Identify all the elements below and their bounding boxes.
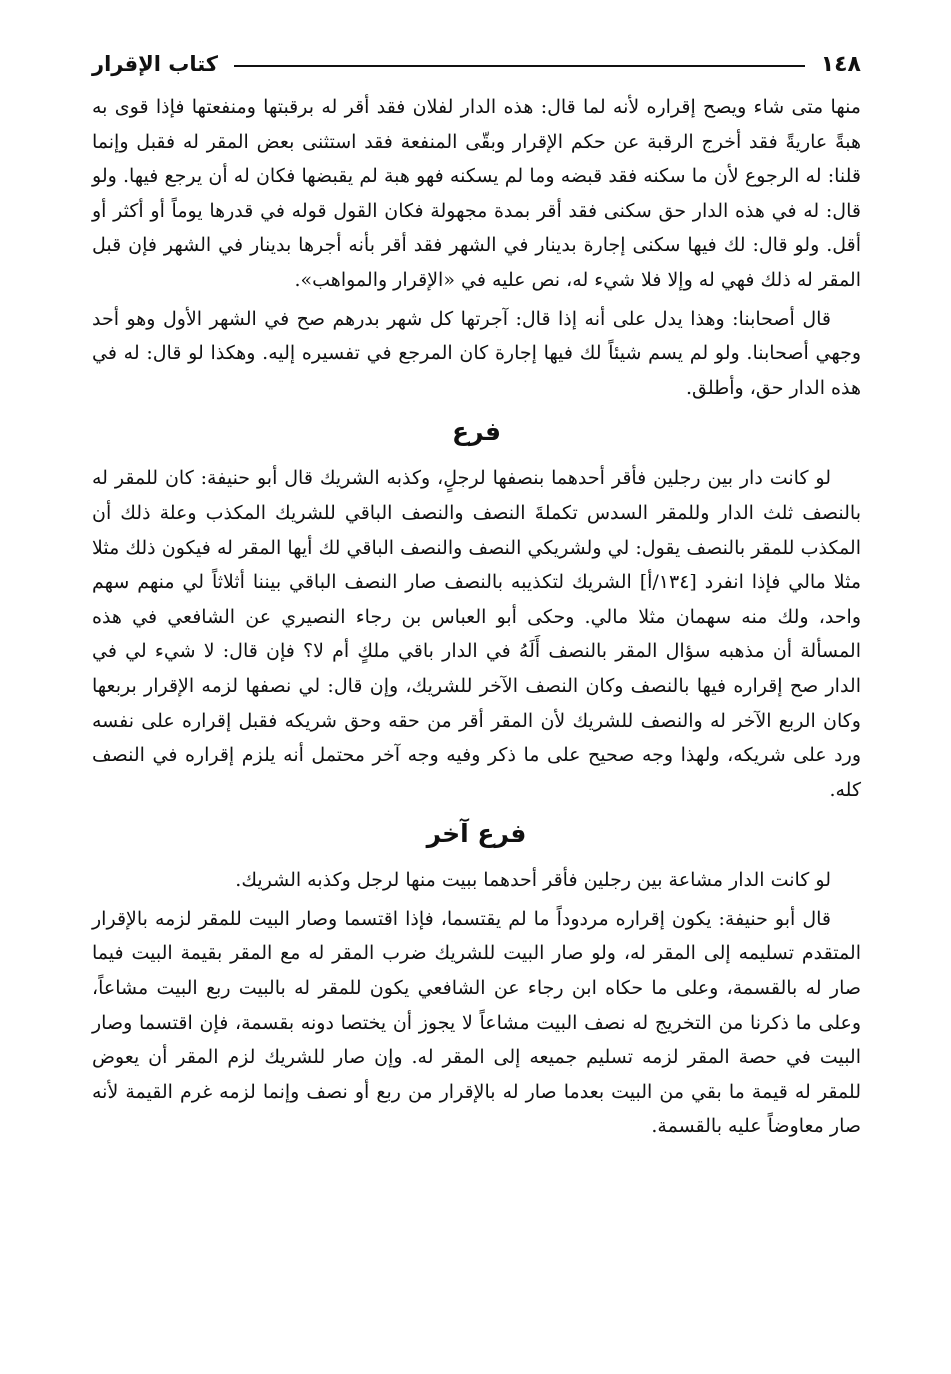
section-heading-far-akhar: فرع آخر: [426, 819, 527, 849]
paragraph-abu-hanifa: قال أبو حنيفة: يكون إقراره مردوداً ما لم يقتسما، فإذا اقتسما وصار البيت للمقر لزمه بالإقرار المتقدم تسليمه إلى المقر له، ولو صار البيت للشريك ضرب المقر له مع المقر بقيمة البيت فيما صار له بالقسمة، وعلى ما حكاه ابن رجاء عن الشافعي يكون للمقر له بالبيت ربع البيت مشاعاً، وعلى ما ذكرنا من التخريج له نصف البيت مشاعاً لا يجوز أن يختصا دونه بقسمة، فإن اقتسما وصار البيت في حصة المقر لزمه تسليم جميعه إلى المقر له. وإن صار للشريك لزم المقر أن يعوض للمقر له قيمة ما بقي من البيت بعدما صار له بالإقرار من ربع أو نصف وإنما لزمه غرم القيمة لأنه صار معاوضاً عليه بالقسمة.: [92, 907, 861, 1138]
paragraph-common-house: لو كانت الدار مشاعة بين رجلين فأقر أحدهما ببيت منها لرجل وكذبه الشريك.: [235, 869, 831, 892]
section-heading-far: فرع: [452, 417, 501, 447]
paragraph-shared-house: لو كانت دار بين رجلين فأقر أحدهما بنصفها لرجلٍ، وكذبه الشريك قال أبو حنيفة: كان للمقر له بالنصف ثلث الدار وللمقر السدس تكملةَ النصف والنصف الباقي للشريك المكذب وعلة ذلك أن المكذب للمقر بالنصف يقول: لي ولشريكي النصف والنصف الباقي لك أيها المقر له فيكون ذلك مثلا مثلا مالي فإذا انفرد [١٣٤/أ] الشريك لتكذيبه بالنصف صار النصف الباقي بيننا أثلاثاً لي منهم سهم واحد، ولك منه سهمان مثلا مالي. وحكى أبو العباس بن رجاء النصيري عن الشافعي في هذه المسألة أن مذهبه سؤال المقر بالنصف أَلَهُ في الدار باقي ملكٍ أم لا؟ فإن قال: لا شيء لي في الدار صح إقراره فيها بالنصف وكان النصف الآخر للشريك، وإن قال: لي نصفها لزمه الإقرار بربعها وكان الربع الآخر له والنصف للشريك لأن المقر أقر من حقه وحق شريكه فقبل إقراره على نفسه ورد على شريكه، ولهذا وجه صحيح على ما ذكر وفيه وجه آخر محتمل أنه يلزم إقراره في النصف كله.: [92, 467, 862, 801]
page-header: [92, 44, 861, 84]
page-number: ١٤٨: [820, 51, 861, 77]
paragraph-continuation: منها متى شاء ويصح إقراره لأنه لما قال: هذه الدار لفلان فقد أقر له برقبتها ومنفعتها فإذا قوى به هبةً عاريةً فقد أخرج الرقبة عن حكم الإقرار وبقّى المنفعة فقد استثنى بعض المقر له فقبل وإنما قلنا: له الرجوع لأن ما سكنه فقد قبضه وما لم يسكنه فهو هبة لم يقبضها فكان له أن يرجع فيها. ولو قال: له في هذه الدار حق سكنى فقد أقر بمدة مجهولة فكان القول قوله في قدرها يوماً أو أكثر أو أقل. ولو قال: لك فيها سكنى إجارة بدينار في الشهر فقد أقر بأنه أجرها بدينار في الشهر فإن قبل المقر له ذلك فهي له وإلا فلا شيء له، نص عليه في «الإقرار والمواهب».: [92, 96, 861, 291]
paragraph-companions: قال أصحابنا: وهذا يدل على أنه إذا قال: آجرتها كل شهر بدرهم صح في الشهر الأول وهو أحد وجهي أصحابنا. ولو لم يسم شيئاً لك فيها إجارة كان المرجع في تفسيره إليه. وهكذا لو قال: له في هذه الدار حق، وأطلق.: [92, 307, 861, 399]
header-rule: [234, 65, 805, 67]
running-title: كتاب الإقرار: [92, 52, 219, 76]
